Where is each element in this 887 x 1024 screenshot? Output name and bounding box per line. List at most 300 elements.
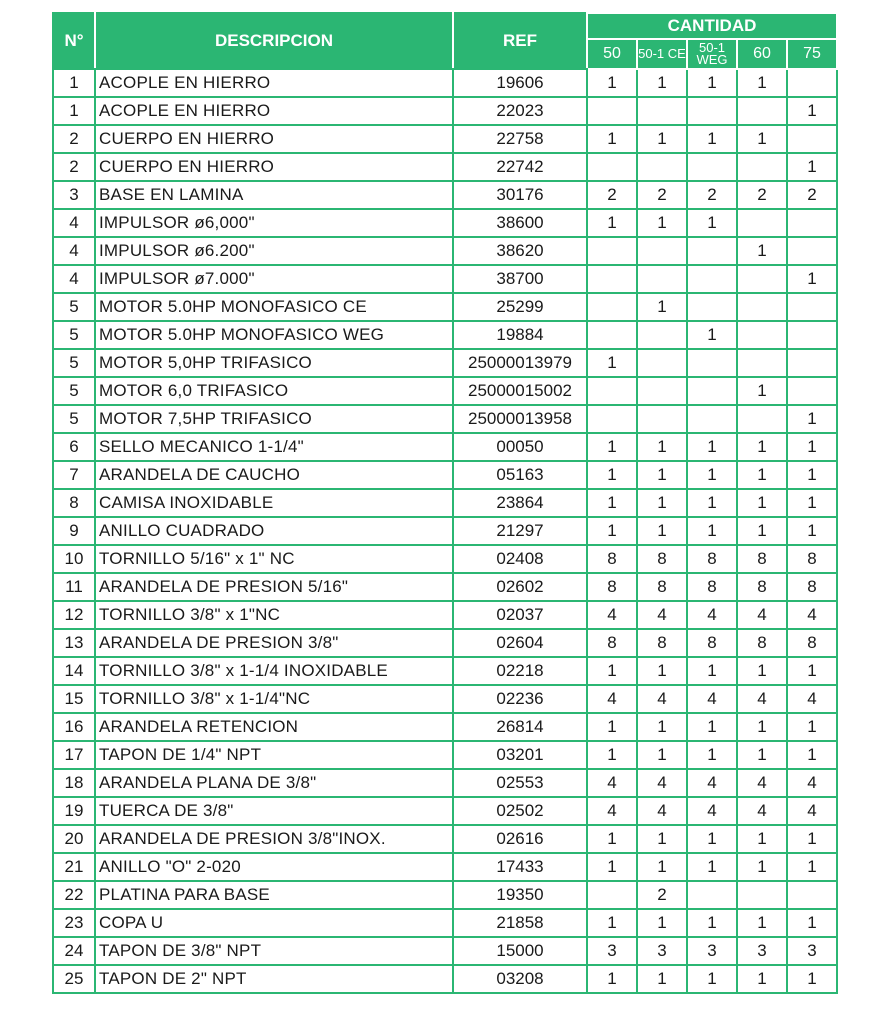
item-qty: 4 [737, 685, 787, 713]
item-qty: 8 [687, 629, 737, 657]
header-description: DESCRIPCION [95, 13, 453, 69]
item-ref: 02218 [453, 657, 587, 685]
item-qty: 1 [637, 909, 687, 937]
item-qty: 4 [637, 685, 687, 713]
item-number: 6 [53, 433, 95, 461]
item-qty [687, 237, 737, 265]
item-qty [587, 97, 637, 125]
item-ref: 19884 [453, 321, 587, 349]
item-qty: 1 [637, 69, 687, 97]
item-qty: 1 [737, 853, 787, 881]
item-qty: 3 [737, 937, 787, 965]
item-description: TAPON DE 1/4" NPT [95, 741, 453, 769]
item-number: 3 [53, 181, 95, 209]
item-ref: 38600 [453, 209, 587, 237]
item-qty: 4 [737, 769, 787, 797]
table-row [53, 741, 837, 769]
item-number: 20 [53, 825, 95, 853]
item-number: 18 [53, 769, 95, 797]
item-ref: 21858 [453, 909, 587, 937]
item-number: 1 [53, 69, 95, 97]
item-qty [587, 153, 637, 181]
item-qty: 1 [637, 489, 687, 517]
item-ref: 38620 [453, 237, 587, 265]
item-description: ARANDELA RETENCION [95, 713, 453, 741]
item-qty: 1 [637, 517, 687, 545]
header-qty-50-1-ce: 50-1 CE [637, 39, 687, 69]
item-qty: 1 [637, 209, 687, 237]
item-qty: 4 [687, 769, 737, 797]
item-qty: 1 [787, 741, 837, 769]
table-row [53, 657, 837, 685]
item-qty: 1 [787, 713, 837, 741]
item-qty: 8 [637, 545, 687, 573]
item-qty [587, 265, 637, 293]
item-description: ARANDELA DE PRESION 3/8" [95, 629, 453, 657]
item-qty: 1 [687, 321, 737, 349]
item-qty [787, 881, 837, 909]
item-number: 5 [53, 377, 95, 405]
header-qty-75: 75 [787, 39, 837, 69]
item-ref: 00050 [453, 433, 587, 461]
item-qty: 1 [787, 489, 837, 517]
item-qty [787, 69, 837, 97]
item-qty: 8 [687, 573, 737, 601]
item-qty [587, 321, 637, 349]
item-ref: 02602 [453, 573, 587, 601]
item-ref: 22758 [453, 125, 587, 153]
item-qty: 1 [637, 853, 687, 881]
item-number: 5 [53, 405, 95, 433]
item-description: ARANDELA DE PRESION 5/16" [95, 573, 453, 601]
item-qty: 1 [637, 293, 687, 321]
item-qty: 1 [737, 125, 787, 153]
item-qty: 1 [587, 209, 637, 237]
item-qty: 1 [687, 517, 737, 545]
item-description: SELLO MECANICO 1-1/4" [95, 433, 453, 461]
table-row [53, 405, 837, 433]
item-qty: 8 [637, 573, 687, 601]
item-qty: 1 [637, 433, 687, 461]
item-qty: 1 [787, 461, 837, 489]
item-description: ANILLO "O" 2-020 [95, 853, 453, 881]
item-description: IMPULSOR ø6.200" [95, 237, 453, 265]
table-row [53, 489, 837, 517]
item-qty: 4 [687, 685, 737, 713]
item-qty [587, 237, 637, 265]
item-ref: 03201 [453, 741, 587, 769]
table-row [53, 629, 837, 657]
item-number: 2 [53, 125, 95, 153]
item-qty: 1 [587, 713, 637, 741]
item-qty [787, 377, 837, 405]
item-description: ARANDELA DE PRESION 3/8"INOX. [95, 825, 453, 853]
item-qty: 8 [687, 545, 737, 573]
item-description: PLATINA PARA BASE [95, 881, 453, 909]
item-qty: 4 [637, 601, 687, 629]
item-qty: 3 [787, 937, 837, 965]
item-qty: 1 [587, 433, 637, 461]
item-qty [637, 265, 687, 293]
item-qty: 4 [687, 601, 737, 629]
item-qty: 1 [587, 517, 637, 545]
item-qty: 1 [687, 489, 737, 517]
item-qty: 1 [737, 489, 787, 517]
table-row [53, 685, 837, 713]
item-qty [787, 209, 837, 237]
item-description: MOTOR 6,0 TRIFASICO [95, 377, 453, 405]
item-qty [687, 97, 737, 125]
item-qty: 4 [587, 797, 637, 825]
item-number: 5 [53, 349, 95, 377]
item-qty: 1 [737, 713, 787, 741]
item-description: BASE EN LAMINA [95, 181, 453, 209]
item-qty: 1 [637, 965, 687, 993]
item-qty: 1 [687, 461, 737, 489]
item-qty: 8 [637, 629, 687, 657]
header-qty-50: 50 [587, 39, 637, 69]
item-qty: 1 [787, 853, 837, 881]
item-qty [737, 153, 787, 181]
item-ref: 30176 [453, 181, 587, 209]
table-row [53, 153, 837, 181]
item-number: 23 [53, 909, 95, 937]
item-number: 5 [53, 321, 95, 349]
table-row [53, 825, 837, 853]
item-description: ACOPLE EN HIERRO [95, 69, 453, 97]
item-qty: 4 [587, 769, 637, 797]
item-number: 16 [53, 713, 95, 741]
item-qty: 1 [737, 825, 787, 853]
table-row [53, 909, 837, 937]
item-qty: 4 [787, 685, 837, 713]
item-number: 4 [53, 265, 95, 293]
item-qty [787, 321, 837, 349]
table-row [53, 125, 837, 153]
table-row [53, 545, 837, 573]
item-qty [637, 349, 687, 377]
table-row [53, 713, 837, 741]
item-number: 24 [53, 937, 95, 965]
table-row [53, 433, 837, 461]
item-qty: 1 [687, 125, 737, 153]
item-qty: 4 [637, 769, 687, 797]
item-qty: 4 [637, 797, 687, 825]
item-ref: 26814 [453, 713, 587, 741]
item-qty [737, 293, 787, 321]
item-qty: 2 [637, 181, 687, 209]
item-qty: 1 [787, 433, 837, 461]
item-number: 1 [53, 97, 95, 125]
item-qty [787, 125, 837, 153]
item-qty: 1 [637, 741, 687, 769]
table-row [53, 769, 837, 797]
item-qty [587, 377, 637, 405]
item-qty: 1 [787, 909, 837, 937]
item-description: TAPON DE 2" NPT [95, 965, 453, 993]
item-qty [737, 209, 787, 237]
item-ref: 15000 [453, 937, 587, 965]
item-qty [687, 405, 737, 433]
item-description: ARANDELA DE CAUCHO [95, 461, 453, 489]
item-ref: 02236 [453, 685, 587, 713]
item-qty [737, 265, 787, 293]
item-qty: 3 [687, 937, 737, 965]
item-qty: 1 [687, 741, 737, 769]
table-row [53, 937, 837, 965]
item-ref: 02037 [453, 601, 587, 629]
item-qty: 1 [737, 461, 787, 489]
item-number: 10 [53, 545, 95, 573]
item-number: 2 [53, 153, 95, 181]
item-qty: 4 [787, 601, 837, 629]
item-qty: 1 [787, 153, 837, 181]
item-qty: 4 [787, 797, 837, 825]
item-qty: 8 [587, 629, 637, 657]
item-qty: 1 [737, 377, 787, 405]
item-qty [637, 321, 687, 349]
item-qty: 2 [637, 881, 687, 909]
item-qty [737, 349, 787, 377]
item-qty: 1 [587, 489, 637, 517]
item-qty: 1 [637, 713, 687, 741]
item-description: CAMISA INOXIDABLE [95, 489, 453, 517]
item-qty: 1 [637, 125, 687, 153]
item-qty [687, 153, 737, 181]
header-ref: REF [453, 13, 587, 69]
table-row [53, 69, 837, 97]
item-qty: 1 [687, 657, 737, 685]
item-ref: 05163 [453, 461, 587, 489]
item-qty: 1 [587, 461, 637, 489]
item-qty: 1 [587, 909, 637, 937]
item-qty: 4 [587, 601, 637, 629]
item-qty: 4 [737, 601, 787, 629]
item-qty [687, 377, 737, 405]
item-number: 11 [53, 573, 95, 601]
parts-list [52, 12, 836, 994]
table-row [53, 797, 837, 825]
item-qty: 1 [587, 853, 637, 881]
item-qty: 8 [737, 629, 787, 657]
item-description: IMPULSOR ø7.000" [95, 265, 453, 293]
table-row [53, 265, 837, 293]
item-qty [587, 293, 637, 321]
item-qty: 1 [737, 69, 787, 97]
item-number: 4 [53, 209, 95, 237]
item-qty [637, 237, 687, 265]
item-description: TORNILLO 3/8" x 1-1/4 INOXIDABLE [95, 657, 453, 685]
table-row [53, 349, 837, 377]
item-number: 22 [53, 881, 95, 909]
item-qty: 8 [787, 573, 837, 601]
table-header [53, 13, 837, 69]
item-qty: 2 [737, 181, 787, 209]
item-ref: 25000015002 [453, 377, 587, 405]
item-description: IMPULSOR ø6,000" [95, 209, 453, 237]
item-description: ANILLO CUADRADO [95, 517, 453, 545]
item-description: CUERPO EN HIERRO [95, 153, 453, 181]
item-ref: 02553 [453, 769, 587, 797]
item-qty: 4 [687, 797, 737, 825]
item-description: COPA U [95, 909, 453, 937]
item-qty: 2 [587, 181, 637, 209]
item-qty: 1 [687, 853, 737, 881]
item-number: 4 [53, 237, 95, 265]
item-qty [737, 97, 787, 125]
item-number: 17 [53, 741, 95, 769]
item-qty [687, 881, 737, 909]
item-qty: 3 [587, 937, 637, 965]
item-ref: 25299 [453, 293, 587, 321]
item-ref: 02408 [453, 545, 587, 573]
table-row [53, 601, 837, 629]
table-row [53, 293, 837, 321]
item-number: 9 [53, 517, 95, 545]
item-qty: 1 [787, 657, 837, 685]
item-qty: 1 [637, 825, 687, 853]
table-row [53, 209, 837, 237]
item-ref: 03208 [453, 965, 587, 993]
item-description: TORNILLO 3/8" x 1"NC [95, 601, 453, 629]
item-qty [587, 405, 637, 433]
header-qty-60: 60 [737, 39, 787, 69]
table-row [53, 321, 837, 349]
item-description: MOTOR 7,5HP TRIFASICO [95, 405, 453, 433]
table-body [53, 69, 837, 993]
item-qty: 2 [687, 181, 737, 209]
item-description: TORNILLO 5/16" x 1" NC [95, 545, 453, 573]
item-qty [687, 265, 737, 293]
item-ref: 22742 [453, 153, 587, 181]
table-row [53, 965, 837, 993]
item-qty: 1 [637, 657, 687, 685]
item-ref: 25000013979 [453, 349, 587, 377]
item-description: TORNILLO 3/8" x 1-1/4"NC [95, 685, 453, 713]
item-qty [737, 881, 787, 909]
item-qty: 1 [637, 461, 687, 489]
item-number: 8 [53, 489, 95, 517]
item-number: 7 [53, 461, 95, 489]
item-ref: 22023 [453, 97, 587, 125]
item-qty: 2 [787, 181, 837, 209]
item-qty: 1 [687, 713, 737, 741]
item-qty: 1 [587, 825, 637, 853]
item-qty: 4 [787, 769, 837, 797]
item-qty: 8 [787, 629, 837, 657]
table-row [53, 181, 837, 209]
table-row [53, 853, 837, 881]
item-qty: 8 [737, 545, 787, 573]
item-qty: 1 [737, 237, 787, 265]
item-ref: 25000013958 [453, 405, 587, 433]
item-qty: 3 [637, 937, 687, 965]
item-qty: 4 [737, 797, 787, 825]
item-qty: 1 [737, 965, 787, 993]
item-qty: 1 [587, 125, 637, 153]
item-number: 14 [53, 657, 95, 685]
item-qty: 8 [737, 573, 787, 601]
table-row [53, 881, 837, 909]
item-qty [637, 405, 687, 433]
table-row [53, 517, 837, 545]
item-qty: 1 [787, 265, 837, 293]
item-qty: 1 [587, 657, 637, 685]
item-qty [637, 97, 687, 125]
item-number: 5 [53, 293, 95, 321]
item-qty: 8 [587, 573, 637, 601]
header-no: N° [53, 13, 95, 69]
item-number: 13 [53, 629, 95, 657]
item-ref: 21297 [453, 517, 587, 545]
item-qty [787, 349, 837, 377]
item-description: MOTOR 5.0HP MONOFASICO CE [95, 293, 453, 321]
item-qty: 1 [687, 909, 737, 937]
item-qty: 1 [587, 965, 637, 993]
item-qty: 1 [587, 349, 637, 377]
item-qty [787, 293, 837, 321]
item-description: MOTOR 5.0HP MONOFASICO WEG [95, 321, 453, 349]
item-qty: 1 [687, 209, 737, 237]
item-qty [587, 881, 637, 909]
item-qty: 1 [687, 965, 737, 993]
item-qty: 1 [687, 69, 737, 97]
parts-table [52, 12, 838, 994]
table-row [53, 377, 837, 405]
item-ref: 19606 [453, 69, 587, 97]
item-qty: 1 [737, 741, 787, 769]
item-ref: 23864 [453, 489, 587, 517]
item-description: TAPON DE 3/8" NPT [95, 937, 453, 965]
item-qty: 1 [687, 433, 737, 461]
item-description: ACOPLE EN HIERRO [95, 97, 453, 125]
item-qty [637, 153, 687, 181]
item-qty [737, 321, 787, 349]
item-ref: 19350 [453, 881, 587, 909]
item-ref: 17433 [453, 853, 587, 881]
table-row [53, 573, 837, 601]
item-description: ARANDELA PLANA DE 3/8" [95, 769, 453, 797]
item-qty: 8 [587, 545, 637, 573]
item-qty: 1 [587, 741, 637, 769]
header-qty-50-1-weg: 50-1 WEG [687, 39, 737, 69]
item-qty [687, 349, 737, 377]
item-qty [737, 405, 787, 433]
item-qty: 1 [737, 517, 787, 545]
item-qty: 1 [687, 825, 737, 853]
item-qty: 1 [787, 517, 837, 545]
item-qty [787, 237, 837, 265]
item-description: CUERPO EN HIERRO [95, 125, 453, 153]
item-qty: 4 [587, 685, 637, 713]
table-row [53, 461, 837, 489]
item-qty: 1 [737, 657, 787, 685]
item-qty [637, 377, 687, 405]
item-number: 19 [53, 797, 95, 825]
item-number: 21 [53, 853, 95, 881]
item-number: 15 [53, 685, 95, 713]
item-qty: 1 [787, 825, 837, 853]
item-qty: 1 [587, 69, 637, 97]
item-description: MOTOR 5,0HP TRIFASICO [95, 349, 453, 377]
item-qty: 1 [787, 97, 837, 125]
item-qty: 1 [787, 965, 837, 993]
item-ref: 02604 [453, 629, 587, 657]
item-ref: 02616 [453, 825, 587, 853]
item-number: 12 [53, 601, 95, 629]
item-qty [687, 293, 737, 321]
item-qty: 1 [737, 909, 787, 937]
